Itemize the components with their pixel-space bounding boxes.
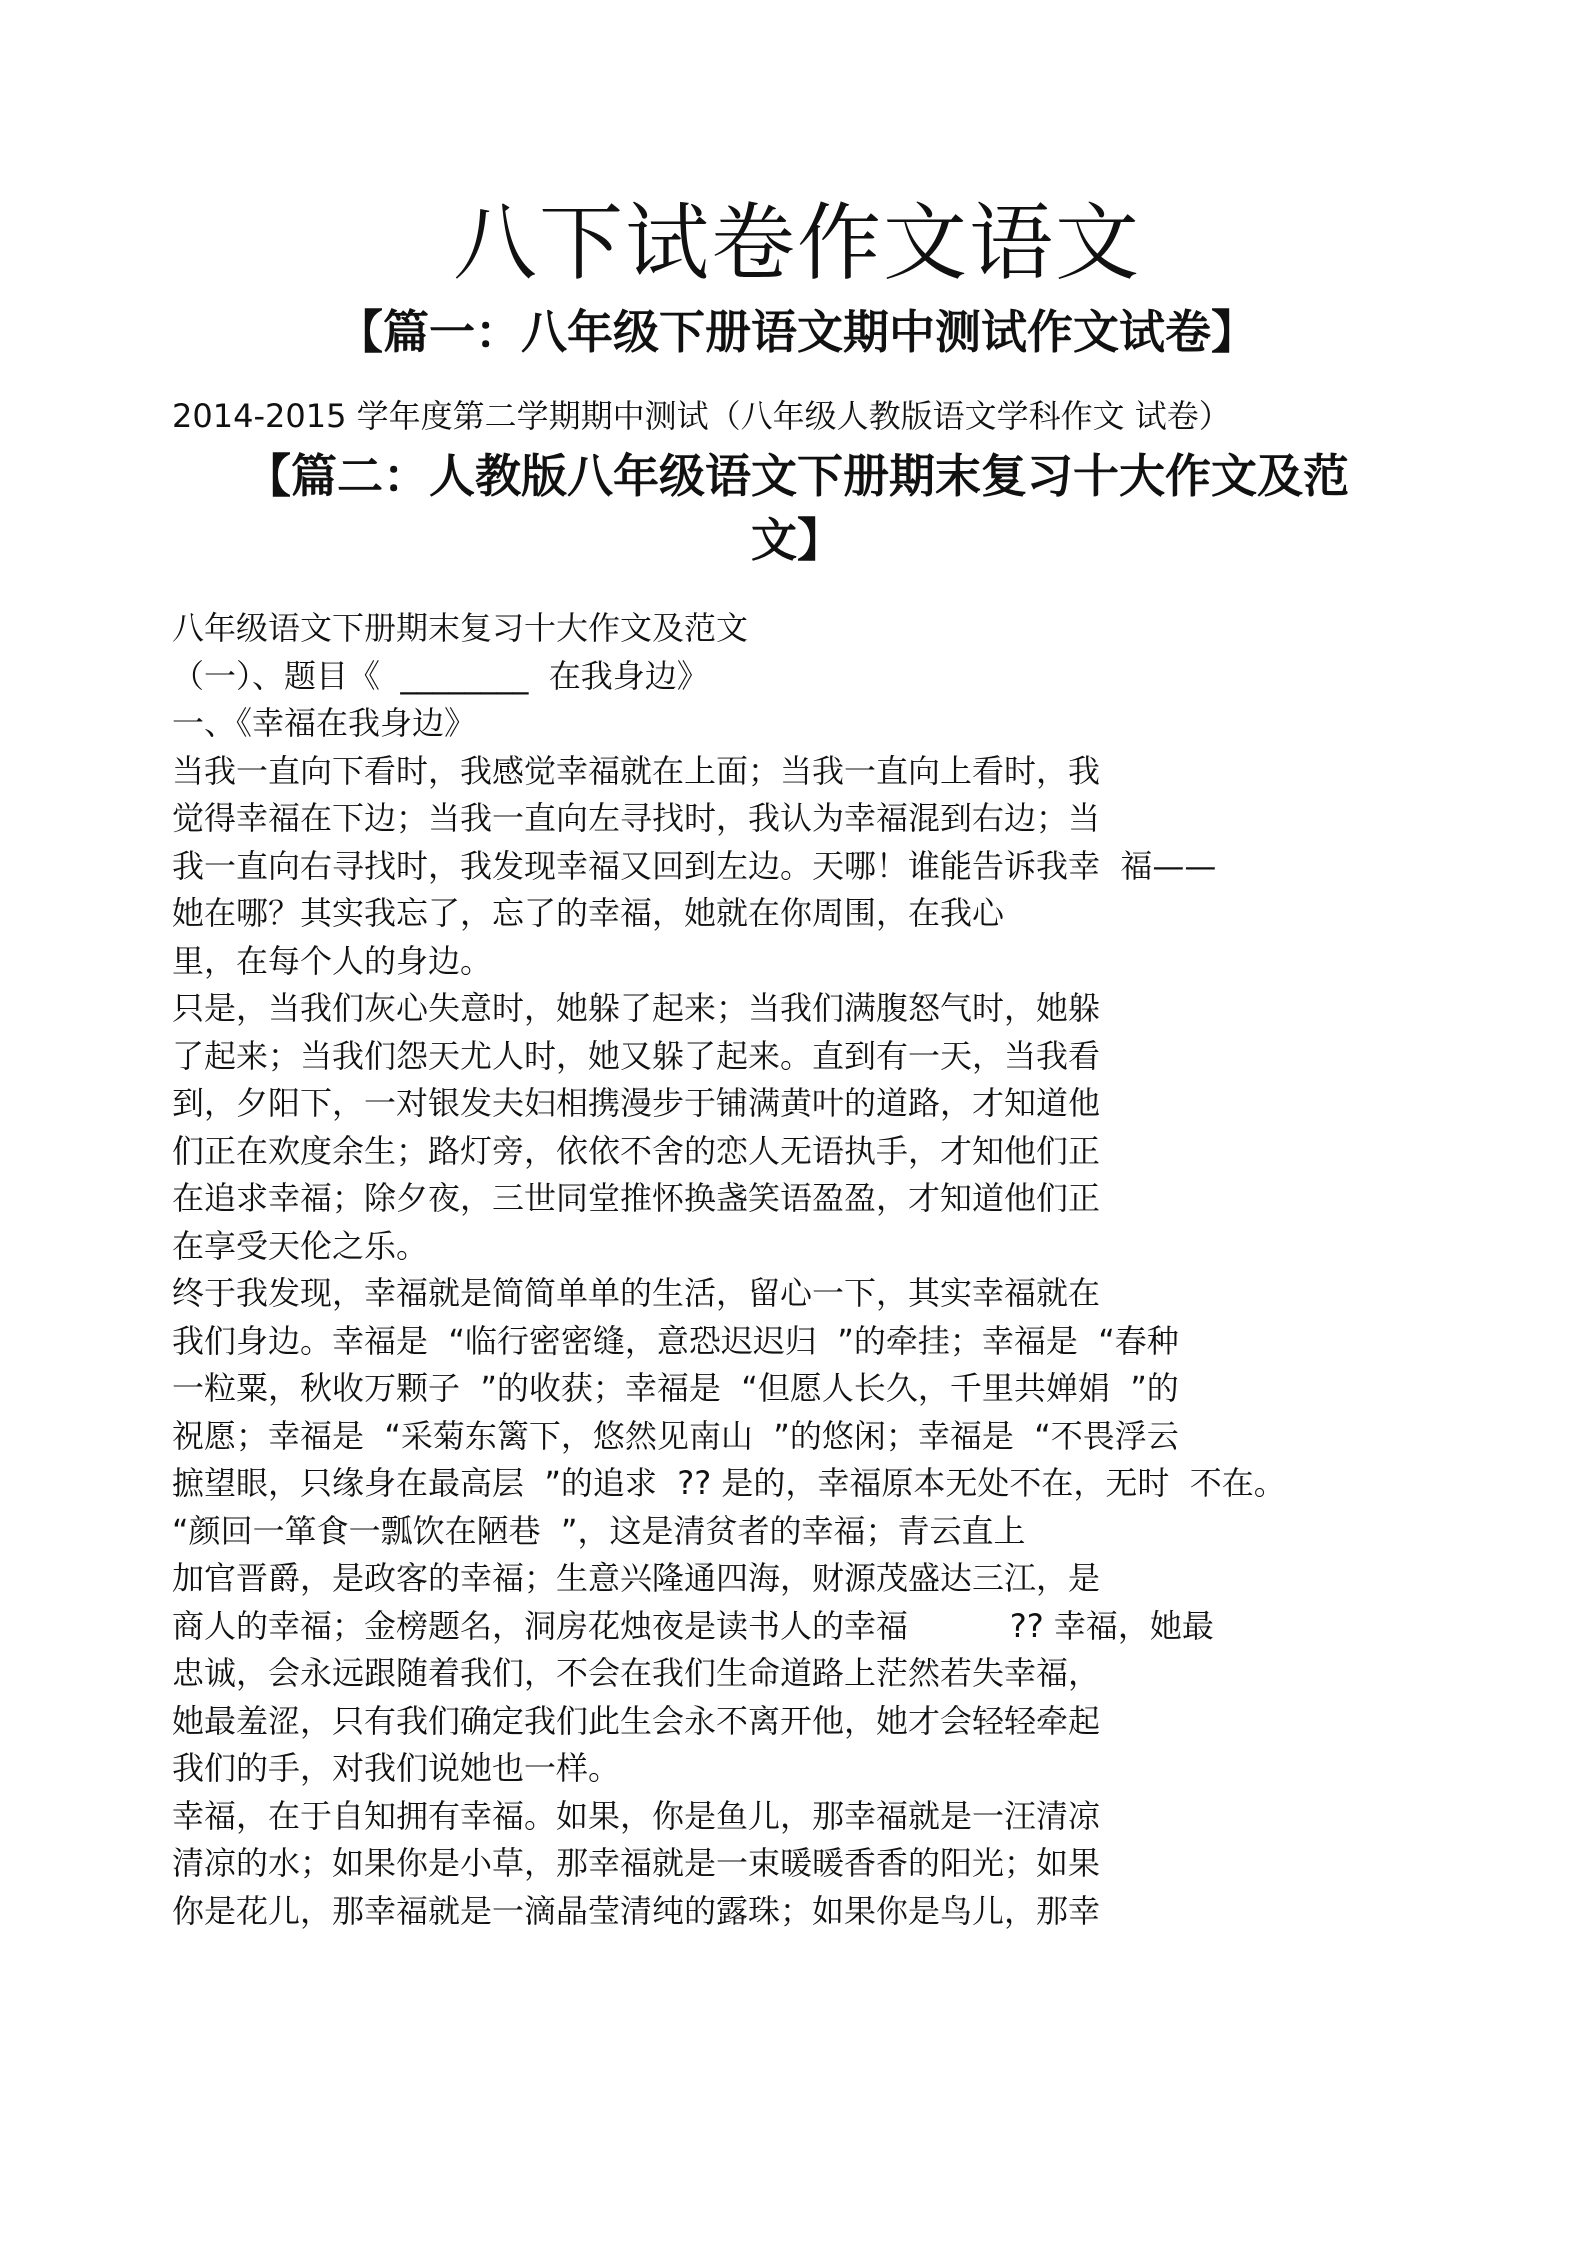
heading-part-one: 【篇一：八年级下册语文期中测试作文试卷】 bbox=[337, 305, 1257, 359]
text-line: 你是花儿，那幸福就是一滴晶莹清纯的露珠；如果你是鸟儿，那幸 bbox=[172, 1891, 1101, 1930]
text-line: 到，夕阳下，一对银发夫妇相携漫步于铺满黄叶的道路，才知道他 bbox=[172, 1084, 1101, 1122]
text-line: 她最羞涩，只有我们确定我们此生会永不离开他，她才会轻轻牵起 bbox=[172, 1701, 1101, 1740]
text-line: 了起来；当我们怨天尤人时，她又躲了起来。直到有一天，当我看 bbox=[172, 1036, 1101, 1075]
text-line: 当我一直向下看时，我感觉幸福就在上面；当我一直向上看时，我 bbox=[172, 751, 1101, 790]
text-line: “颜回一箪食一瓢饮在陋巷 ”，这是清贫者的幸福；青云直上 bbox=[172, 1511, 1026, 1550]
text-line: 加官晋爵，是政客的幸福；生意兴隆通四海，财源茂盛达三江，是 bbox=[172, 1559, 1101, 1597]
text-line: 一粒粟，秋收万颗子 ”的收获；幸福是 “但愿人长久，千里共婵娟 ”的 bbox=[172, 1369, 1179, 1407]
heading-part-two-line1: 【篇二：人教版八年级语文下册期末复习十大作文及范 bbox=[245, 449, 1349, 503]
exam-subtitle: 2014-2015 学年度第二学期期中测试（八年级人教版语文学科作文 试卷） bbox=[172, 397, 1231, 435]
text-line: 们正在欢度余生；路灯旁，依依不舍的恋人无语执手，才知他们正 bbox=[172, 1131, 1101, 1170]
text-line: 摭望眼，只缘身在最高层 ”的追求 ?? 是的，幸福原本无处不在，无时 不在。 bbox=[172, 1464, 1286, 1502]
text-line: 在享受天伦之乐。 bbox=[172, 1226, 429, 1265]
text-line: 里，在每个人的身边。 bbox=[172, 941, 493, 980]
text-line: 八年级语文下册期末复习十大作文及范文 bbox=[172, 609, 749, 647]
document-title: 八下试卷作文语文 bbox=[452, 194, 1141, 292]
text-line: 觉得幸福在下边；当我一直向左寻找时，我认为幸福混到右边；当 bbox=[172, 799, 1101, 837]
text-line: 幸福，在于自知拥有幸福。如果，你是鱼儿，那幸福就是一汪清凉 bbox=[172, 1796, 1101, 1835]
text-line: 只是，当我们灰心失意时，她躲了起来；当我们满腹怒气时，她躲 bbox=[172, 989, 1101, 1027]
text-line: 她在哪？其实我忘了，忘了的幸福，她就在你周围，在我心 bbox=[172, 894, 1005, 932]
text-line: 终于我发现，幸福就是简简单单的生活，留心一下，其实幸福就在 bbox=[172, 1274, 1101, 1312]
text-line: 一、《幸福在我身边》 bbox=[172, 704, 477, 742]
text-line: 我们的手，对我们说她也一样。 bbox=[172, 1749, 621, 1787]
heading-part-two-line2: 文】 bbox=[751, 513, 843, 567]
text-line: 我们身边。幸福是 “临行密密缝，意恐迟迟归 ”的牵挂；幸福是 “春种 bbox=[172, 1321, 1179, 1360]
text-line: 商人的幸福；金榜题名，洞房花烛夜是读书人的幸福 ?? 幸福，她最 bbox=[172, 1606, 1214, 1645]
text-line: （一）、题目《 ________ 在我身边》 bbox=[172, 656, 709, 695]
text-line: 在追求幸福；除夕夜，三世同堂推怀换盏笑语盈盈，才知道他们正 bbox=[172, 1179, 1101, 1217]
text-line: 忠诚，会永远跟随着我们，不会在我们生命道路上茫然若失幸福， bbox=[172, 1654, 1101, 1692]
text-line: 我一直向右寻找时，我发现幸福又回到左边。天哪！谁能告诉我幸 福—— bbox=[172, 846, 1217, 885]
text-line: 清凉的水；如果你是小草，那幸福就是一束暖暖香香的阳光；如果 bbox=[172, 1844, 1101, 1882]
text-line: 祝愿；幸福是 “采菊东篱下，悠然见南山 ”的悠闲；幸福是 “不畏浮云 bbox=[172, 1416, 1179, 1455]
body-text bbox=[172, 605, 1432, 1935]
